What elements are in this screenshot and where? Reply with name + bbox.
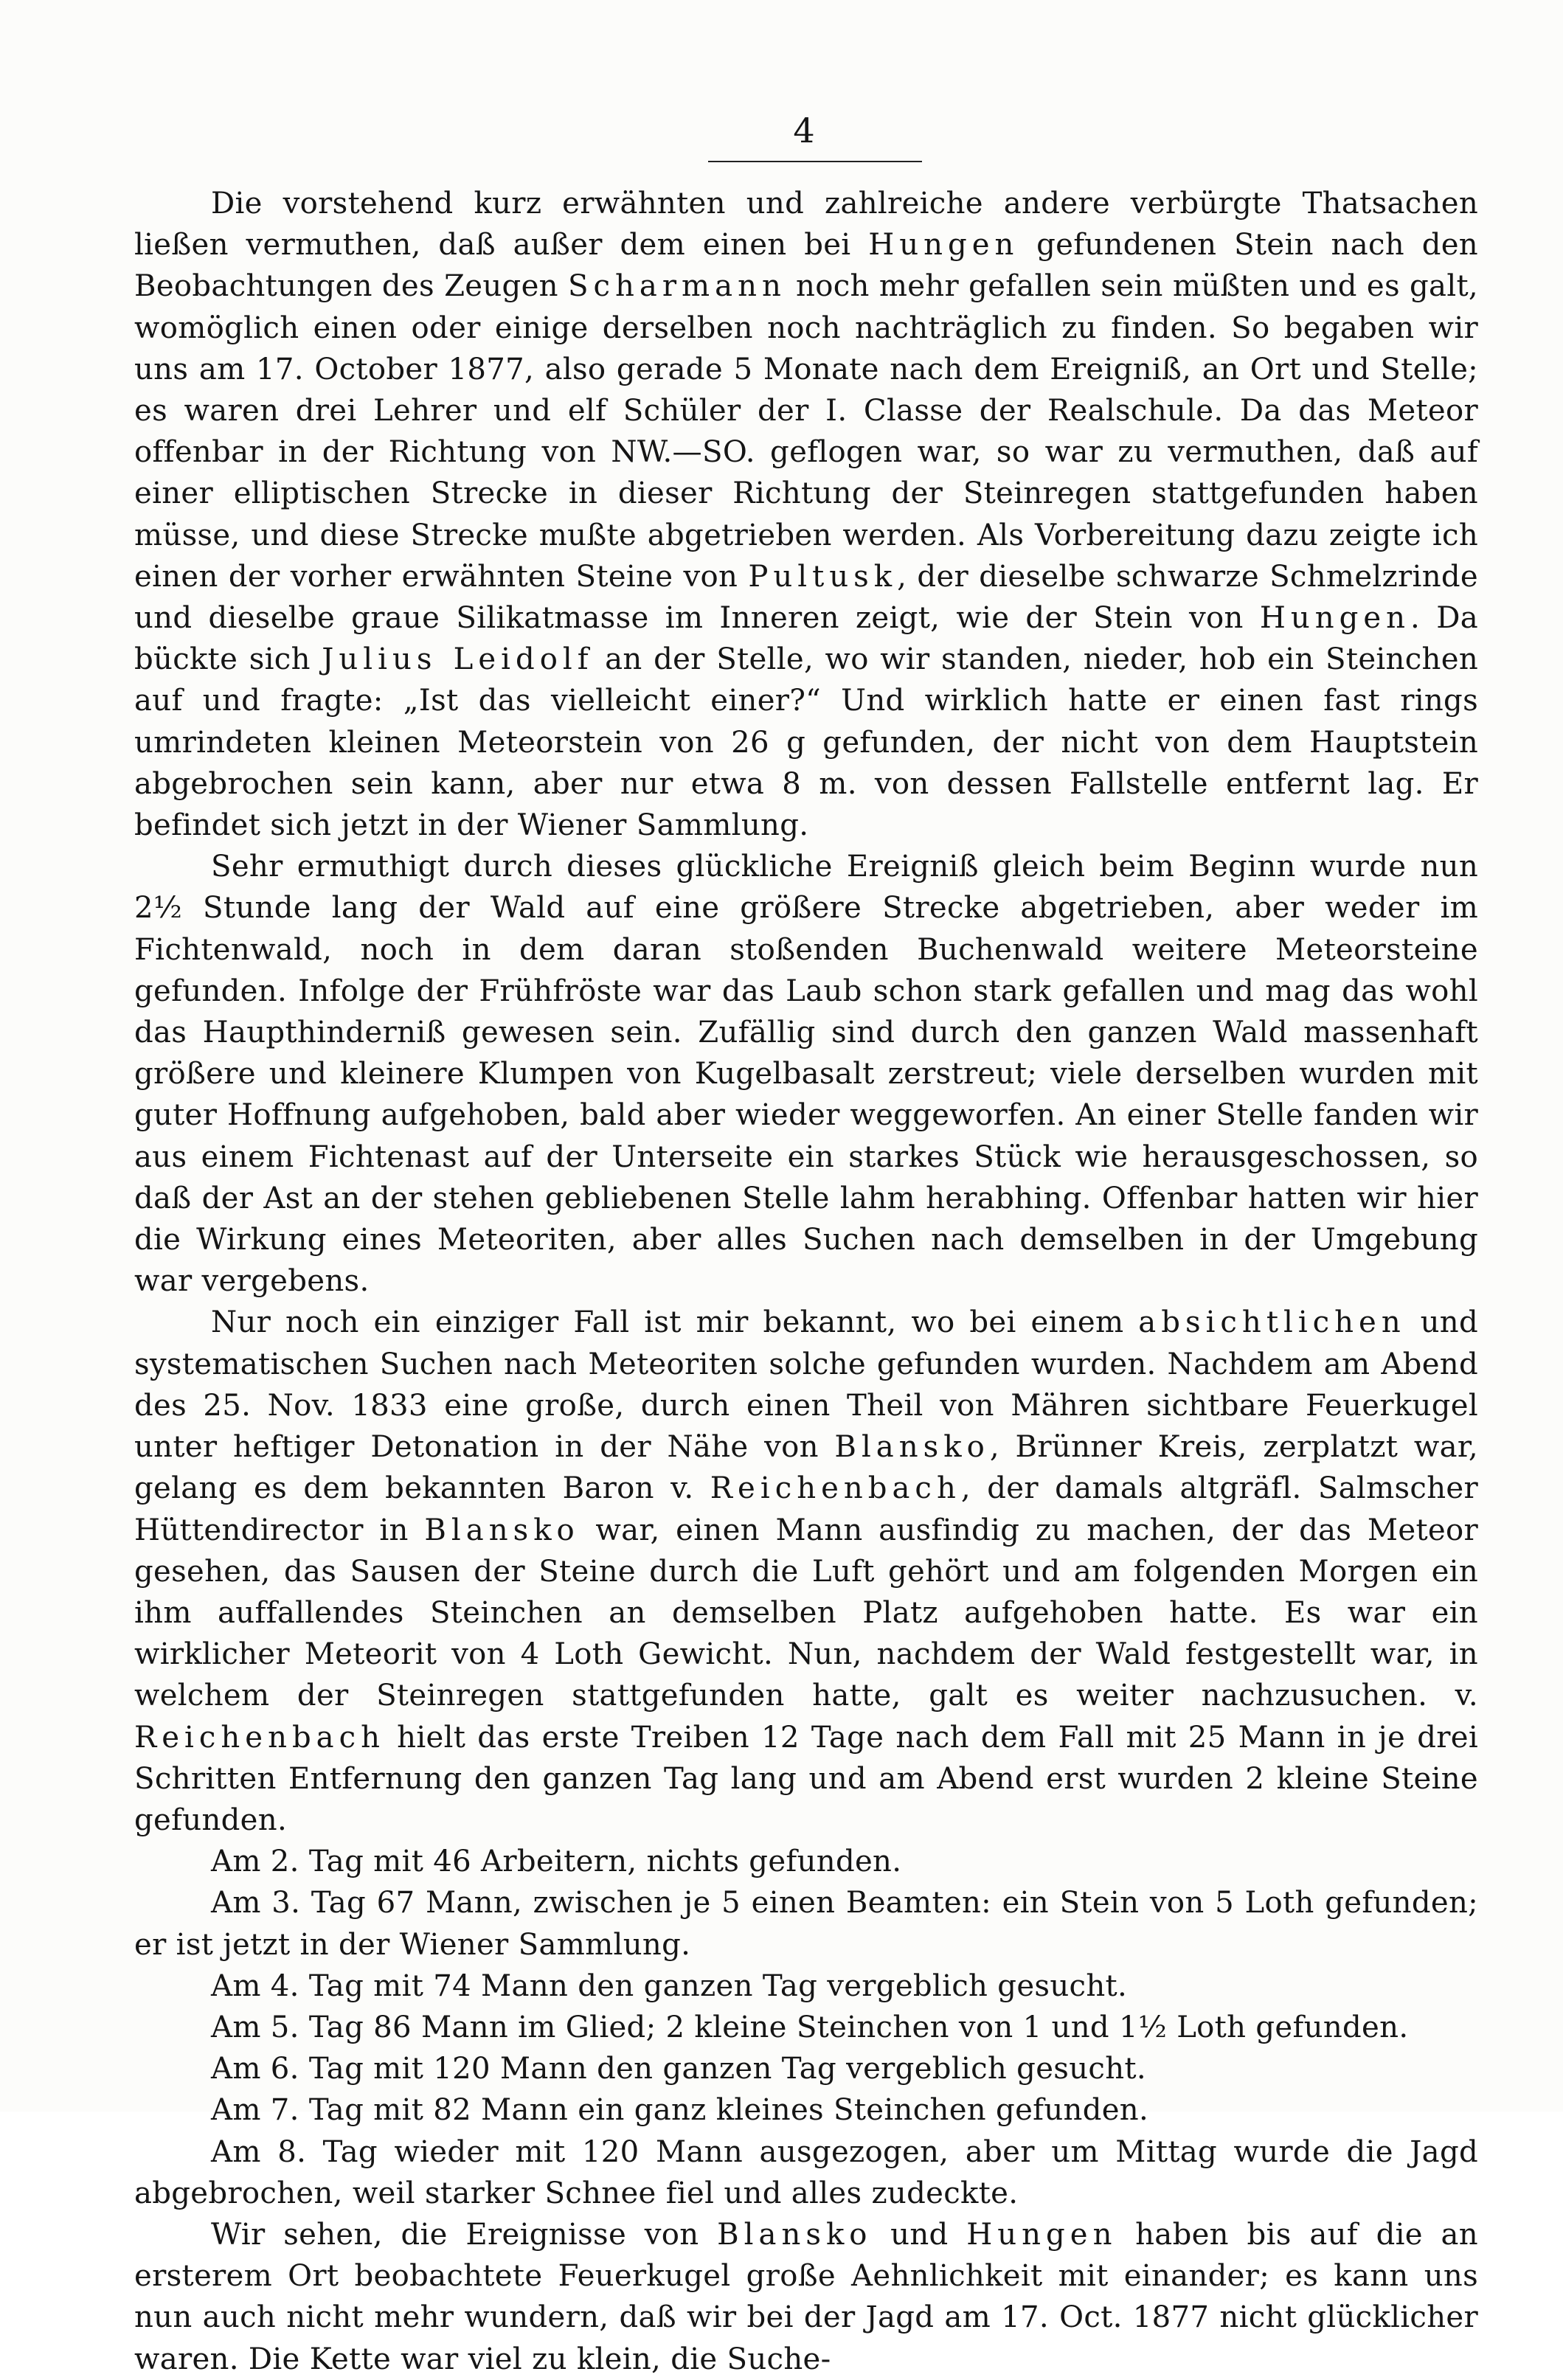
text-run: , der damals altgräfl. Salmscher Hüttendirector in bbox=[134, 1471, 1478, 1547]
paragraph bbox=[134, 183, 1478, 846]
text-run: noch mehr gefallen sein müßten und es galt, womöglich einen oder einige derselben noch nachträglich zu finden. So begaben wir uns am 17. October 1877, also gerade 5 Monate nach dem Ereigniß, an Ort und Stelle; es waren drei Lehrer und elf Schüler der I. Classe der Realschule. Da das Meteor offenbar in der Richtung von NW.—SO. geflogen war, so war zu vermuthen, daß auf einer elliptischen Strecke in dieser Richtung der Steinregen stattgefunden haben müsse, und diese Strecke mußte abgetrieben werden. Als Vorbereitung dazu zeigte ich einen der vorher erwähnten Steine von bbox=[134, 269, 1478, 594]
text-run: Die vorstehend kurz erwähnten und zahlreiche andere verbürgte Thatsachen ließen vermuthen, daß außer dem einen bei bbox=[134, 187, 1478, 263]
header-rule bbox=[708, 161, 922, 162]
spaced-name: Hungen bbox=[868, 228, 1019, 263]
text-run: Am 4. Tag mit 74 Mann den ganzen Tag vergeblich gesucht. bbox=[211, 1968, 1128, 2003]
paragraph bbox=[134, 2214, 1478, 2380]
spaced-name: Hungen bbox=[966, 2217, 1117, 2252]
paragraph bbox=[134, 1882, 1478, 1965]
paragraph bbox=[134, 846, 1478, 1302]
text-run: gefundenen Stein nach den Beobachtungen des Zeugen bbox=[134, 228, 1478, 304]
text-run: hielt das erste Treiben 12 Tage nach dem Fall mit 25 Mann in je drei Schritten Entfernung den ganzen Tag lang und am Abend erst wurden 2 kleine Steine gefunden. bbox=[134, 1720, 1478, 1837]
spaced-name: Scharmann bbox=[567, 269, 786, 304]
text-run: Am 2. Tag mit 46 Arbeitern, nichts gefunden. bbox=[211, 1845, 902, 1879]
text-run: Nur noch ein einziger Fall ist mir bekannt, wo bei einem bbox=[211, 1305, 1139, 1340]
text-run: und systematischen Suchen nach Meteoriten solche gefunden wurden. Nachdem am Abend des 25. Nov. 1833 eine große, durch einen Theil von Mähren sichtbare Feuerkugel unter heftiger Detonation in der Nähe von bbox=[134, 1305, 1478, 1465]
paragraph bbox=[134, 1302, 1478, 1841]
text-run: . Da bückte sich bbox=[134, 601, 1478, 677]
text-run: Am 8. Tag wieder mit 120 Mann ausgezogen, aber um Mittag wurde die Jagd abgebrochen, weil starker Schnee fiel und alles zudeckte. bbox=[134, 2134, 1478, 2210]
text-run: war, einen Mann ausfindig zu machen, der das Meteor gesehen, das Sausen der Steine durch die Luft gehört und am folgenden Morgen ein ihm auffallendes Steinchen an demselben Platz aufgehoben hatte. Es war ein wirklicher Meteorit von 4 Loth Gewicht. Nun, nachdem der Wald festgestellt war, in welchem der Steinregen stattgefunden hatte, galt es weiter nachzusuchen. v. bbox=[134, 1513, 1478, 1713]
text-run: Sehr ermuthigt durch dieses glückliche Ereigniß gleich beim Beginn wurde nun 2½ Stunde lang der Wald auf eine größere Strecke abgetrieben, aber weder im Fichtenwald, noch in dem daran stoßenden Buchenwald weitere Meteorsteine gefunden. Infolge der Frühfröste war das Laub schon stark gefallen und mag das wohl das Haupthinderniß gewesen sein. Zufällig sind durch den ganzen Wald massenhaft größere und kleinere Klumpen von Kugelbasalt zerstreut; viele derselben wurden mit guter Hoffnung aufgehoben, bald aber wieder weggeworfen. An einer Stelle fanden wir aus einem Fichtenast auf der Unterseite ein starkes Stück wie herausgeschossen, so daß der Ast an der stehen gebliebenen Stelle lahm herabhing. Offenbar hatten wir hier die Wirkung eines Meteoriten, aber alles Suchen nach demselben in der Umgebung war vergebens. bbox=[134, 850, 1478, 1299]
text-run: , der dieselbe schwarze Schmelzrinde und dieselbe graue Silikatmasse im Inneren zeigt, wie der Stein von bbox=[134, 559, 1478, 636]
text-run: Am 3. Tag 67 Mann, zwischen je 5 einen Beamten: ein Stein von 5 Loth gefunden; er ist jetzt in der Wiener Sammlung. bbox=[134, 1886, 1478, 1962]
paragraph bbox=[134, 2007, 1478, 2048]
text-run: Am 7. Tag mit 82 Mann ein ganz kleines Steinchen gefunden. bbox=[211, 2093, 1149, 2128]
body-text bbox=[134, 183, 1478, 2380]
text-run: Am 6. Tag mit 120 Mann den ganzen Tag vergeblich gesucht. bbox=[211, 2052, 1146, 2086]
text-run: , Brünner Kreis, zerplatzt war, gelang es dem bekannten Baron v. bbox=[134, 1430, 1478, 1506]
spaced-name: absichtlichen bbox=[1138, 1305, 1406, 1340]
text-run: Wir sehen, die Ereignisse von bbox=[211, 2217, 718, 2252]
paragraph bbox=[134, 1966, 1478, 2007]
spaced-name: Reichenbach bbox=[710, 1471, 961, 1506]
text-run: Am 5. Tag 86 Mann im Glied; 2 kleine Steinchen von 1 und 1½ Loth gefunden. bbox=[211, 2010, 1409, 2044]
spaced-name: Hungen bbox=[1259, 601, 1411, 636]
spaced-name: Julius Leidolf bbox=[322, 642, 594, 677]
spaced-name: Reichenbach bbox=[134, 1720, 386, 1755]
paragraph bbox=[134, 2089, 1478, 2131]
spaced-name: Blansko bbox=[834, 1430, 990, 1465]
spaced-name: Blansko bbox=[424, 1513, 580, 1547]
paragraph bbox=[134, 2131, 1478, 2214]
text-run: und bbox=[872, 2217, 967, 2252]
spaced-name: Pultusk bbox=[748, 559, 898, 594]
page-number: 4 bbox=[793, 111, 815, 150]
spaced-name: Blansko bbox=[717, 2217, 873, 2252]
text-run: an der Stelle, wo wir standen, nieder, hob ein Steinchen auf und fragte: „Ist das vielleicht einer?“ Und wirklich hatte er einen fast rings umrindeten kleinen Meteorstein von 26 g gefunden, der nicht von dem Hauptstein abgebrochen sein kann, aber nur etwa 8 m. von dessen Fallstelle entfernt lag. Er befindet sich jetzt in der Wiener Sammlung. bbox=[134, 642, 1478, 843]
paragraph bbox=[134, 2048, 1478, 2089]
paragraph bbox=[134, 1841, 1478, 1882]
text-run: haben bis auf die an ersterem Ort beobachtete Feuerkugel große Aehnlichkeit mit einander; es kann uns nun auch nicht mehr wundern, daß wir bei der Jagd am 17. Oct. 1877 nicht glücklicher waren. Die Kette war viel zu klein, die Suche- bbox=[134, 2217, 1478, 2376]
